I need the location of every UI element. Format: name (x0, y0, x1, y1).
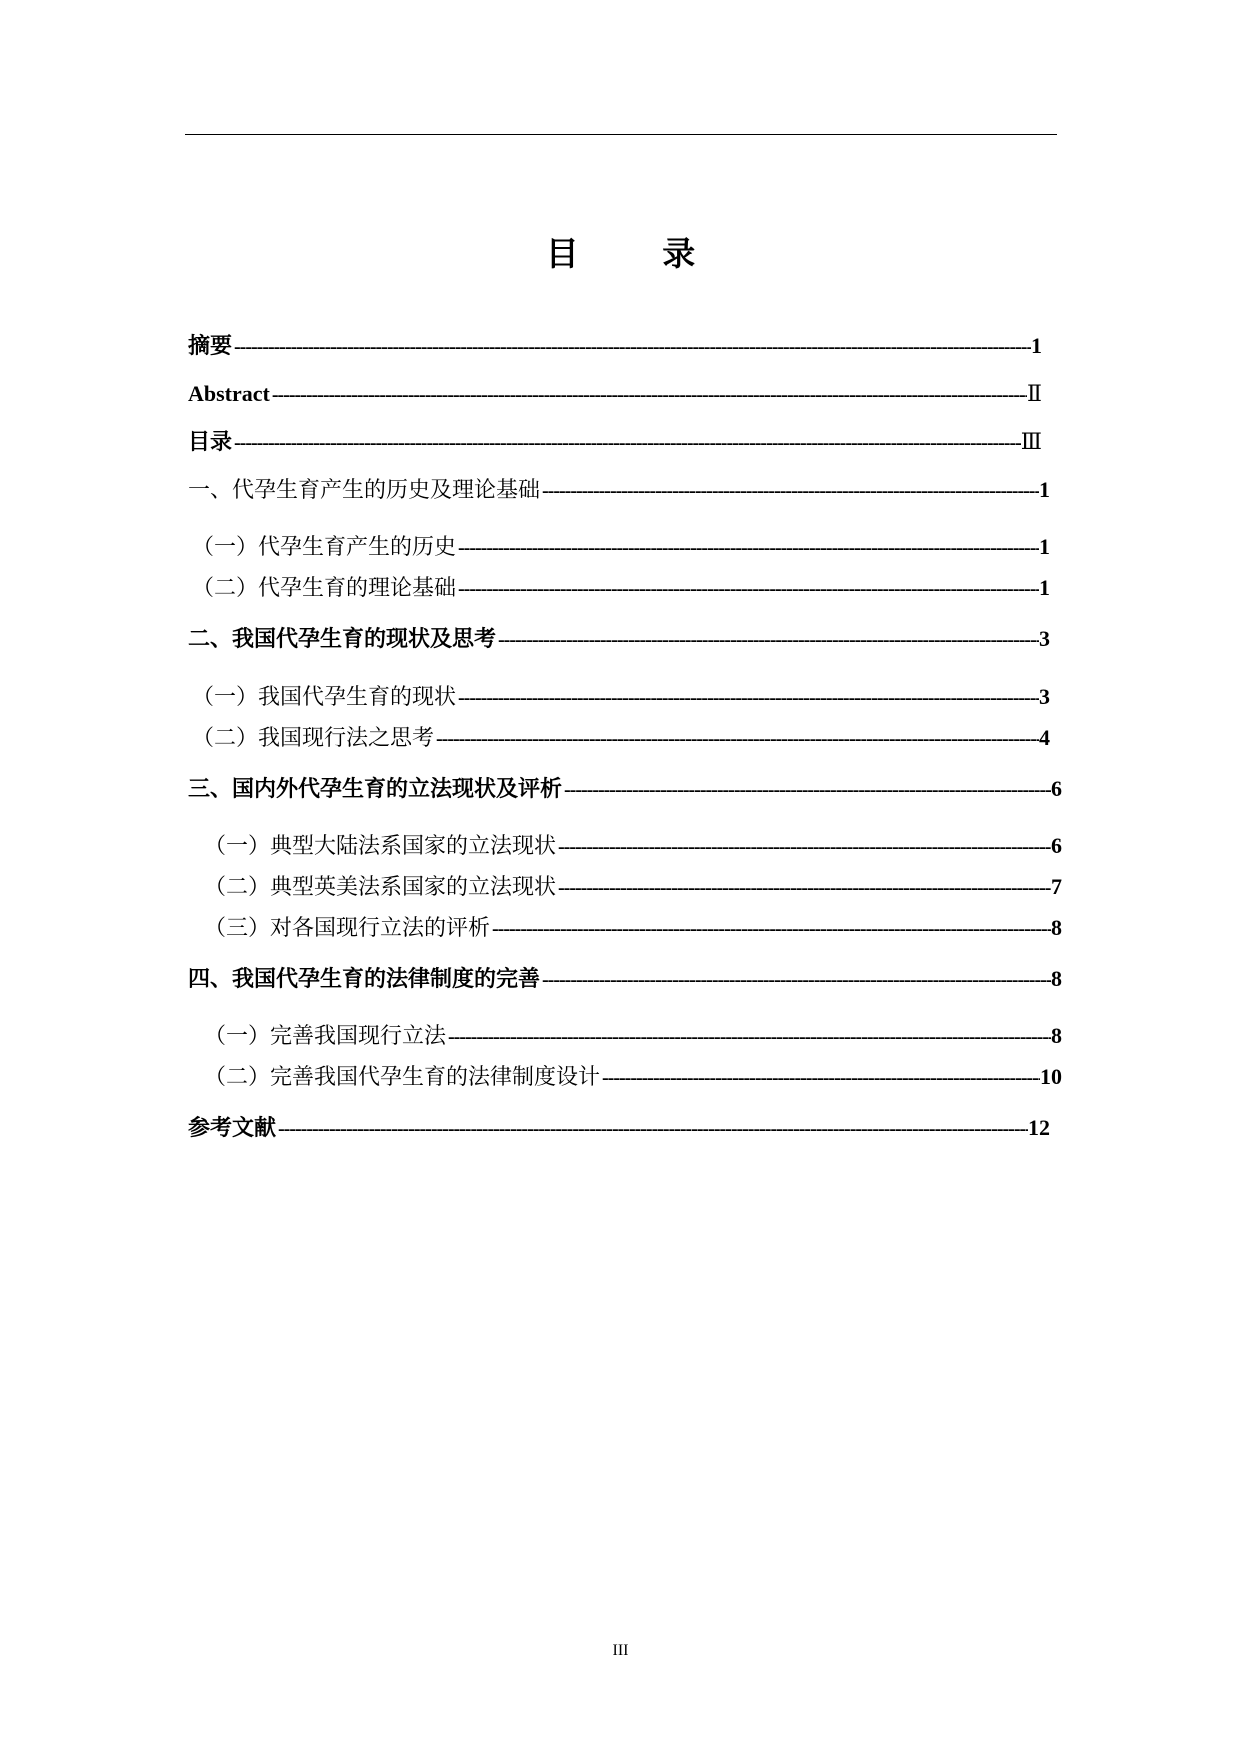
toc-entry-page: 7 (1051, 874, 1062, 899)
toc-entry-abstract-en[interactable] (188, 380, 1042, 408)
toc-entry-page: 8 (1051, 1023, 1062, 1048)
toc-entry-label: 三、国内外代孕生育的立法现状及评析 (188, 777, 563, 802)
toc-entry-page: 1 (1031, 333, 1042, 358)
toc-entry-label: （二）完善我国代孕生育的法律制度设计 (204, 1065, 601, 1090)
toc-entry-page: 1 (1039, 575, 1050, 600)
toc-leader (600, 1064, 1040, 1092)
toc-entry-references[interactable] (188, 1114, 1050, 1142)
toc-leader (232, 333, 1031, 361)
toc-entry-section-3-3[interactable] (204, 914, 1062, 942)
toc-leader (276, 1115, 1028, 1143)
toc-entry-contents[interactable] (188, 428, 1042, 456)
toc-leader (556, 874, 1051, 902)
toc-entry-label: （一）典型大陆法系国家的立法现状 (204, 834, 557, 859)
toc-leader (456, 534, 1039, 562)
toc-entry-section-1-2[interactable] (192, 574, 1050, 602)
toc-entry-chapter-4[interactable] (188, 965, 1062, 993)
toc-entry-label: 目录 (188, 430, 233, 455)
toc-entry-chapter-2[interactable] (188, 625, 1050, 653)
page-title: 目 录 (545, 234, 732, 273)
toc-entry-page: 6 (1051, 833, 1062, 858)
toc-entry-label: 四、我国代孕生育的法律制度的完善 (188, 967, 541, 992)
toc-leader (456, 575, 1039, 603)
toc-leader (490, 915, 1051, 943)
toc-leader (456, 684, 1039, 712)
toc-entry-label: Abstract (188, 381, 270, 406)
toc-leader (446, 1023, 1051, 1051)
toc-entry-section-1-1[interactable] (192, 533, 1050, 561)
toc-entry-page: 1 (1039, 534, 1050, 559)
toc-entry-page: 4 (1039, 725, 1050, 750)
toc-entry-chapter-1[interactable] (188, 476, 1050, 504)
page-number-footer: III (612, 1642, 629, 1659)
toc-entry-section-3-2[interactable] (204, 873, 1062, 901)
toc-entry-section-4-1[interactable] (204, 1022, 1062, 1050)
toc-leader (540, 477, 1039, 505)
toc-entry-section-2-2[interactable] (192, 724, 1050, 752)
toc-entry-section-4-2[interactable] (204, 1063, 1062, 1091)
toc-leader (434, 725, 1039, 753)
toc-entry-chapter-3[interactable] (188, 775, 1062, 803)
toc-leader (232, 429, 1021, 457)
toc-entry-label: （二）典型英美法系国家的立法现状 (204, 875, 557, 900)
toc-entry-section-2-1[interactable] (192, 683, 1050, 711)
toc-entry-page: 1 (1039, 477, 1050, 502)
toc-leader (270, 381, 1027, 409)
toc-leader (556, 833, 1051, 861)
toc-entry-label: （一）完善我国现行立法 (204, 1024, 447, 1049)
toc-entry-label: （二）代孕生育的理论基础 (192, 576, 457, 601)
toc-entry-label: （二）我国现行法之思考 (192, 726, 435, 751)
toc-entry-label: 摘要 (188, 334, 233, 359)
toc-entry-page: 6 (1051, 776, 1062, 801)
toc-leader (496, 626, 1039, 654)
toc-entry-page: Ⅲ (1020, 429, 1042, 454)
toc-entry-page: Ⅱ (1027, 381, 1042, 406)
toc-entry-section-3-1[interactable] (204, 832, 1062, 860)
toc-leader (540, 966, 1051, 994)
toc-entry-page: 10 (1040, 1064, 1062, 1089)
toc-entry-page: 8 (1051, 915, 1062, 940)
toc-entry-label: 参考文献 (188, 1116, 277, 1141)
toc-entry-label: 二、我国代孕生育的现状及思考 (188, 627, 497, 652)
toc-entry-abstract-cn[interactable] (188, 332, 1042, 360)
toc-entry-label: 一、代孕生育产生的历史及理论基础 (188, 478, 541, 503)
toc-entry-page: 3 (1039, 684, 1050, 709)
toc-entry-page: 8 (1051, 966, 1062, 991)
toc-leader (562, 776, 1051, 804)
toc-entry-label: （一）我国代孕生育的现状 (192, 685, 457, 710)
toc-entry-label: （一）代孕生育产生的历史 (192, 535, 457, 560)
toc-entry-page: 3 (1039, 626, 1050, 651)
toc-entry-page: 12 (1028, 1115, 1050, 1140)
toc-entry-label: （三）对各国现行立法的评析 (204, 916, 491, 941)
